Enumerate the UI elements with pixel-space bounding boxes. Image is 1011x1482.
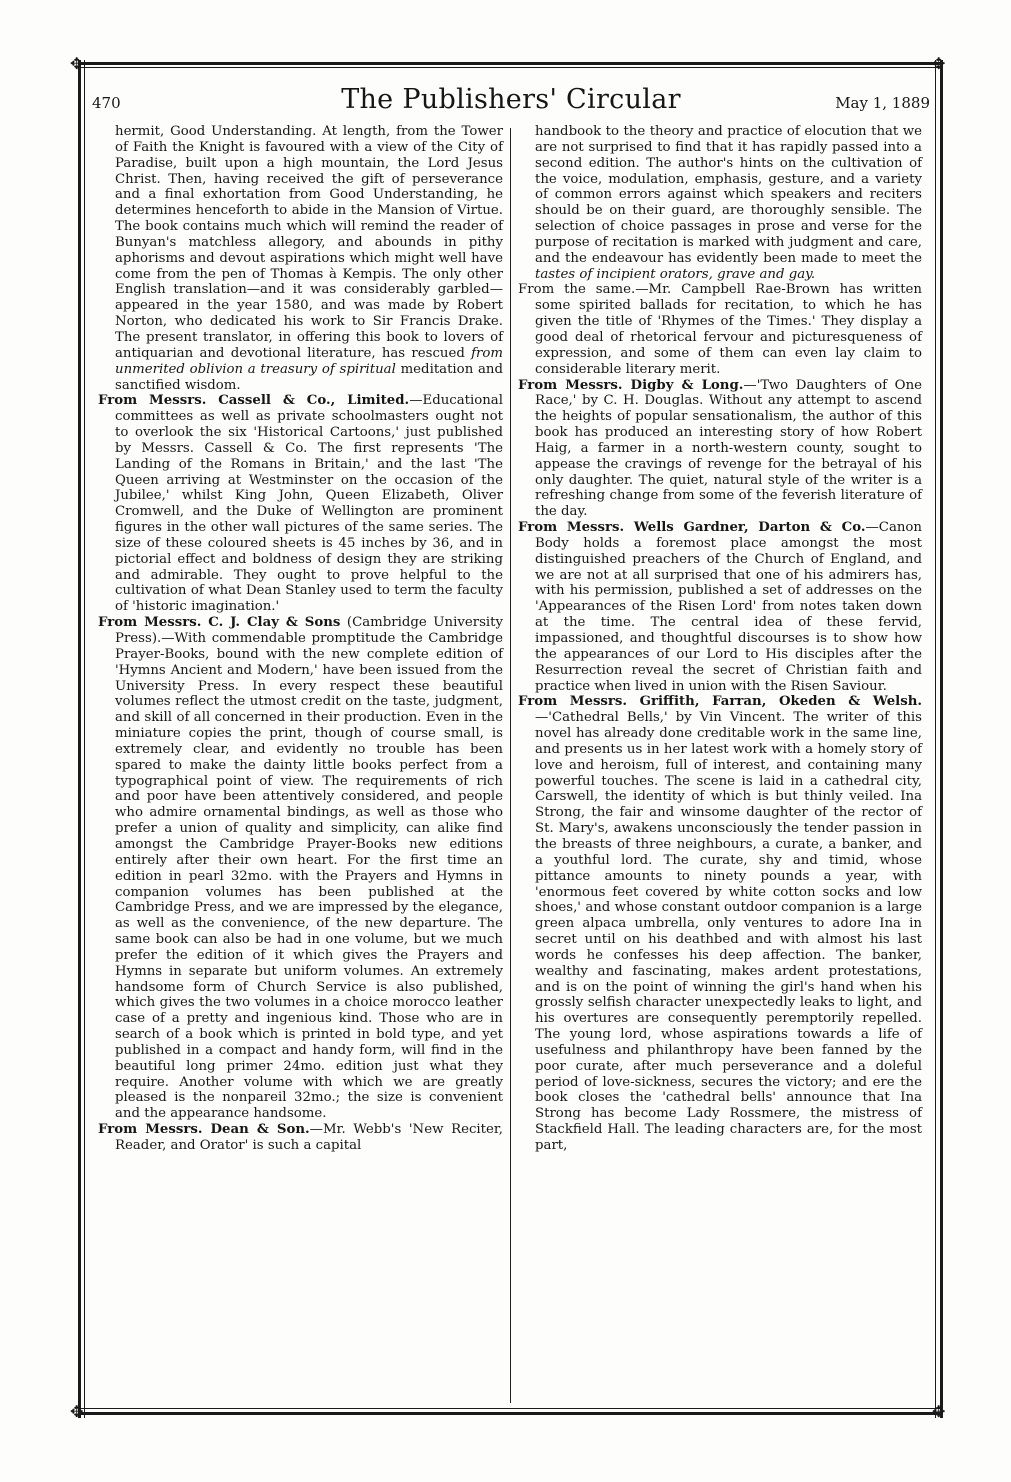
review-entry-same: From the same.—Mr. Campbell Rae-Brown has written some spirited ballads for recitation, to which he has given the title of 'Rhymes of the Times.' They display a good deal of rhetorical fervour and picturesqueness of expression, and some of them can even lay claim to considerable literary merit. — [518, 282, 922, 377]
right-border-thin-rule — [935, 60, 936, 1418]
journal-title: The Publishers' Circular — [341, 84, 681, 115]
publisher-lead: From Messrs. Dean & Son. — [98, 1122, 310, 1138]
review-entry-cassell: From Messrs. Cassell & Co., Limited.—Educational committees as well as private schoolmasters ought not to overlook the six 'Historical Cartoons,' just published by Messrs. Cassell & Co. The first represents 'The Landing of the Romans in Britain,' and the last 'The Queen arriving at Westminster on the occasion of the Jubilee,' whilst King John, Queen Elizabeth, Oliver Cromwell, and the Duke of Wellington are prominent figures in the other wall pictures of the same series. The size of these coloured sheets is 45 inches by 36, and in pictorial effect and boldness of design they are striking and admirable. They ought to prove helpful to the cultivation of what Dean Stanley used to term the faculty of 'historic imagination.' — [98, 393, 503, 615]
review-entry-digby: From Messrs. Digby & Long.—'Two Daughters of One Race,' by C. H. Douglas. Without any attempt to ascend the heights of popular sensationalism, the author of this book has produced an interesting story of how Robert Haig, a farmer in a north-western county, sought to appease the cravings of revenge for the betrayal of his only daughter. The quiet, natural style of the writer is a refreshing change from some of the feverish literature of the day. — [518, 377, 923, 520]
corner-ornament-icon: ✥ — [932, 54, 946, 73]
page-number: 470 — [92, 94, 121, 112]
review-entry-clay: From Messrs. C. J. Clay & Sons (Cambridge University Press).—With commendable promptitude the Cambridge Prayer-Books, bound with the new complete edition of 'Hymns Ancient and Modern,' have been issued from the University Press. In every respect these beautiful volumes reflect the utmost credit on the taste, judgment, and skill of all concerned in their production. Even in the miniature copies the print, though of course small, is extremely clear, and evidently no trouble has been spared to make the dainty little books perfect from a typographical point of view. The requirements of rich and poor have been attentively considered, and people who admire ornamental bindings, as well as those who prefer a union of quality and simplicity, can alike find amongst the Cambridge Prayer-Books new editions entirely after their own heart. For the first time an edition in pearl 32mo. with the Prayers and Hymns in companion volumes has been published at the Cambridge Press, and we are impressed by the elegance, as well as the convenience, of the new departure. The same book can also be had in one volume, but we much prefer the edition of it which gives the Prayers and Hymns in separate but uniform volumes. An extremely handsome form of Church Service is also published, which gives the two volumes in a choice morocco leather case of a pretty and ingenious kind. Those who are in search of a book which is printed in bold type, and yet published in a compact and handy form, will find in the beautiful long primer 24mo. edition just what they require. Another volume with which we are greatly pleased is the nonpareil 32mo.; the size is convenient and the appearance handsome. — [98, 615, 503, 1122]
corner-ornament-icon: ✥ — [70, 54, 84, 73]
review-entry-wells: From Messrs. Wells Gardner, Darton & Co.—Canon Body holds a foremost place amongst the most distinguished preachers of the Church of England, and we are not at all surprised that one of his admirers has, with his permission, published a set of addresses on the 'Appearances of the Risen Lord' from notes taken down at the time. The central idea of these fervid, impassioned, and thoughtful discourses is to show how the appearances of our Lord to His disciples after the Resurrection reveal the secret of Christian faith and practice when lived in union with the Risen Saviour. — [518, 520, 922, 694]
publisher-lead: From Messrs. C. J. Clay & Sons — [98, 615, 341, 631]
page-header — [92, 84, 930, 120]
bottom-border-rule — [80, 1412, 940, 1415]
review-entry-griffith: From Messrs. Griffith, Farran, Okeden & Welsh.—'Cathedral Bells,' by Vin Vincent. The writer of this novel has already done creditable work in the same line, and presents us in her latest work with a homely story of love and heroism, full of interest, and containing many powerful touches. The scene is laid in a cathedral city, Carswell, the identity of which is but thinly veiled. Ina Strong, the fair and winsome daughter of the rector of St. Mary's, awakens unconsciously the tender passion in the breasts of three neighbours, a curate, a banker, and a youthful lord. The curate, shy and timid, whose pittance amounts to ninety pounds a year, with 'enormous feet covered by white cotton socks and low shoes,' and whose constant outdoor companion is a large green alpaca umbrella, only ventures to adore Ina in secret until on his deathbed and with almost his last words he confesses his deep affection. The banker, wealthy and fascinating, makes ardent protestations, and is on the point of winning the girl's hand when his grossly selfish character unexpectedly leaks to light, and his overtures are consequently peremptorily repelled. The young lord, whose aspirations towards a life of usefulness and philanthropy have been fanned by the poor curate, after much perseverance and a doleful period of love-sickness, secures the victory; and ere the book closes the 'cathedral bells' announce that Ina Strong has become Lady Rossmere, the mistress of Stackfield Hall. The leading characters are, for the most part, — [518, 694, 922, 1153]
left-border-thin-rule — [84, 60, 85, 1418]
top-border-rule — [80, 62, 940, 65]
bottom-border-thin-rule — [80, 1408, 940, 1409]
article-paragraph: hermit, Good Understanding. At length, from the Tower of Faith the Knight is favoured with a view of the City of Paradise, built upon a high mountain, the Lord Jesus Christ. Then, having received the gift of perseverance and a final exhortation from Good Understanding, he determines henceforth to abide in the Mansion of Virtue. The book contains much which will remind the reader of Bunyan's matchless allegory, and abounds in pithy aphorisms and devout aspirations which might well have come from the pen of Thomas à Kempis. The only other English translation—and it was considerably garbled—appeared in the year 1580, and was made by Robert Norton, who dedicated his work to Sir Francis Drake. The present translator, in offering this book to lovers of antiquarian and devotional literature, has rescued from unmerited oblivion a treasury of spiritual meditation and sanctified wisdom. — [115, 124, 504, 393]
publisher-lead: From Messrs. Griffith, Farran, Okeden & Welsh. — [518, 694, 922, 710]
left-border-rule — [78, 60, 81, 1418]
corner-ornament-icon: ✥ — [70, 1402, 84, 1421]
article-paragraph: handbook to the theory and practice of elocution that we are not surprised to find that it has rapidly passed into a second edition. The author's hints on the cultivation of the voice, modulation, emphasis, gesture, and a variety of common errors against which speakers and reciters should be on their guard, are thoroughly sensible. The selection of choice passages in prose and verse for the purpose of recitation is marked with judgment and care, and the endeavour has evidently been made to meet the tastes of incipient orators, grave and gay. — [535, 124, 922, 282]
publisher-lead: From Messrs. Wells Gardner, Darton & Co. — [518, 520, 866, 536]
review-entry-dean: From Messrs. Dean & Son.—Mr. Webb's 'New Reciter, Reader, and Orator' is such a capital — [98, 1122, 503, 1153]
column-divider — [510, 128, 511, 1403]
right-column — [518, 124, 922, 1404]
publisher-lead: From Messrs. Digby & Long. — [518, 377, 744, 393]
publisher-lead: From Messrs. Cassell & Co., Limited. — [98, 393, 410, 409]
issue-date: May 1, 1889 — [835, 94, 930, 112]
top-border-thin-rule — [80, 67, 940, 68]
right-border-rule — [940, 60, 943, 1418]
left-column — [98, 124, 503, 1404]
corner-ornament-icon: ✥ — [932, 1402, 946, 1421]
